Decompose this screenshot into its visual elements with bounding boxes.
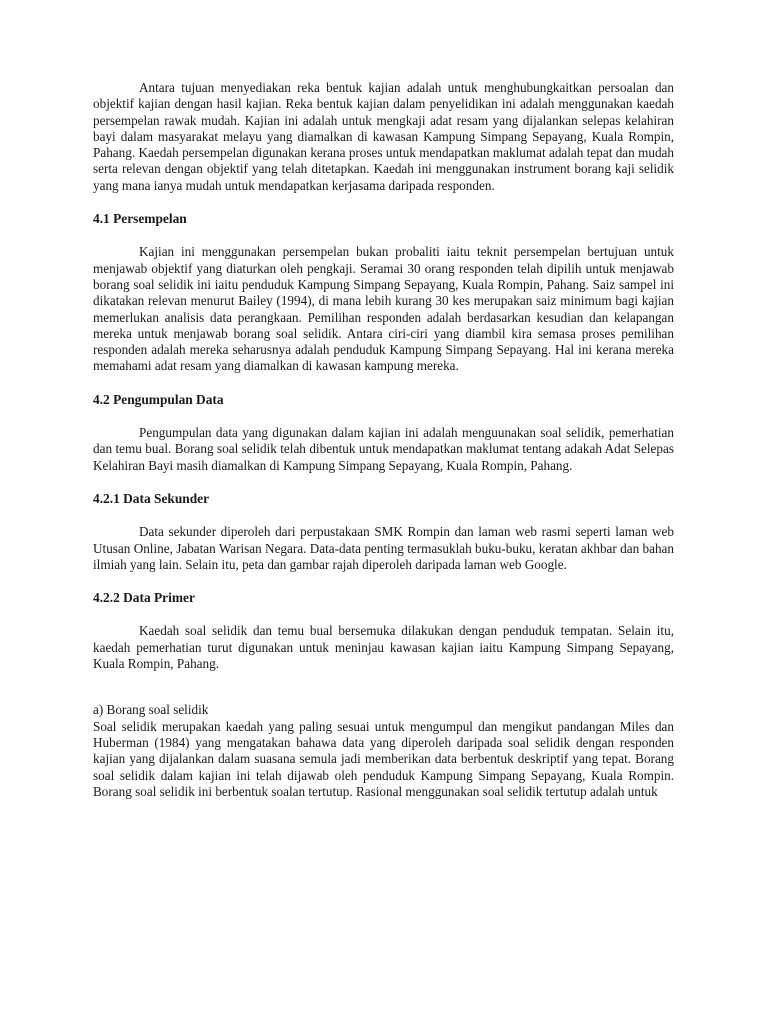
section-body-data-primer: Kaedah soal selidik dan temu bual bersemuka dilakukan dengan penduduk tempatan. Selain itu, kaedah pemerhatian turut digunakan untuk meninjau kawasan kajian iaitu Kampung Simpang Sepayang, Kuala Rompin, Pahang. — [93, 623, 674, 672]
section-heading-data-sekunder: 4.2.1 Data Sekunder — [93, 490, 210, 506]
intro-paragraph: Antara tujuan menyediakan reka bentuk kajian adalah untuk menghubungkaitkan persoalan dan objektif kajian dengan hasil kajian. Reka bentuk kajian dalam penyelidikan ini adalah menggunakan kaedah persempelan rawak mudah. Kajian ini adalah untuk mengkaji adat resam yang dijalankan selepas kelahiran bayi dalam masyarakat melayu yang diamalkan di kawasan Kampung Simpang Sepayang, Kuala Rompin, Pahang. Kaedah persempelan digunakan kerana proses untuk mendapatkan maklumat adalah tepat dan mudah serta relevan dengan objektif yang telah ditetapkan. Kaedah ini menggunakan instrument borang kaji selidik yang mana ianya mudah untuk mendapatkan kerjasama daripada responden. — [93, 80, 674, 193]
subsection-heading-borang: a) Borang soal selidik — [93, 702, 209, 718]
section-body-pengumpulan-data: Pengumpulan data yang digunakan dalam kajian ini adalah menguunakan soal selidik, pemerhatian dan temu bual. Borang soal selidik telah dibentuk untuk mendapatkan maklumat tentang adakah Adat Selepas Kelahiran Bayi masih diamalkan di Kampung Simpang Sepayang, Kuala Rompin, Pahang. — [93, 425, 674, 473]
section-body-data-sekunder: Data sekunder diperoleh dari perpustakaan SMK Rompin dan laman web rasmi seperti laman web Utusan Online, Jabatan Warisan Negara. Data-data penting termasuklah buku-buku, keratan akhbar dan bahan ilmiah yang lain. Selain itu, peta dan gambar rajah diperoleh daripada laman web Google. — [93, 524, 674, 572]
section-heading-pengumpulan-data: 4.2 Pengumpulan Data — [93, 391, 224, 407]
document-page — [93, 80, 674, 800]
section-heading-persempelan: 4.1 Persempelan — [93, 211, 187, 227]
subsection-body-borang: Soal selidik merupakan kaedah yang paling sesuai untuk mengumpul dan mengikut pandangan Miles dan Huberman (1984) yang mengatakan bahawa data yang diperoleh daripada soal selidik dengan responden kajian yang dijalankan dalam suasana semula jadi memberikan data berbentuk deskriptif yang tepat. Borang soal selidik dalam kajian ini telah dijawab oleh penduduk Kampung Simpang Sepayang, Kuala Rompin. Borang soal selidik ini berbentuk soalan tertutup. Rasional menggunakan soal selidik tertutup adalah untuk — [93, 718, 674, 799]
section-body-persempelan: Kajian ini menggunakan persempelan bukan probaliti iaitu teknit persempelan bertujuan untuk menjawab objektif yang diaturkan oleh pengkaji. Seramai 30 orang responden telah dipilih untuk menjawab borang soal selidik ini iaitu penduduk Kampung Simpang Sepayang, Kuala Rompin, Pahang. Saiz sampel ini dikatakan relevan menurut Bailey (1994), di mana lebih kurang 30 kes merupakan saiz minimum bagi kajian memerlukan analisis data perangkaan. Pemilihan responden adalah berdasarkan kesudian dan kelapangan mereka untuk menjawab borang soal selidik. Antara ciri-ciri yang diambil kira semasa proses pemilihan responden adalah mereka seharusnya adalah penduduk Kampung Simpang Sepayang. Hal ini kerana mereka memahami adat resam yang diamalkan di kawasan kampung mereka. — [93, 244, 674, 374]
section-heading-data-primer: 4.2.2 Data Primer — [93, 590, 195, 606]
